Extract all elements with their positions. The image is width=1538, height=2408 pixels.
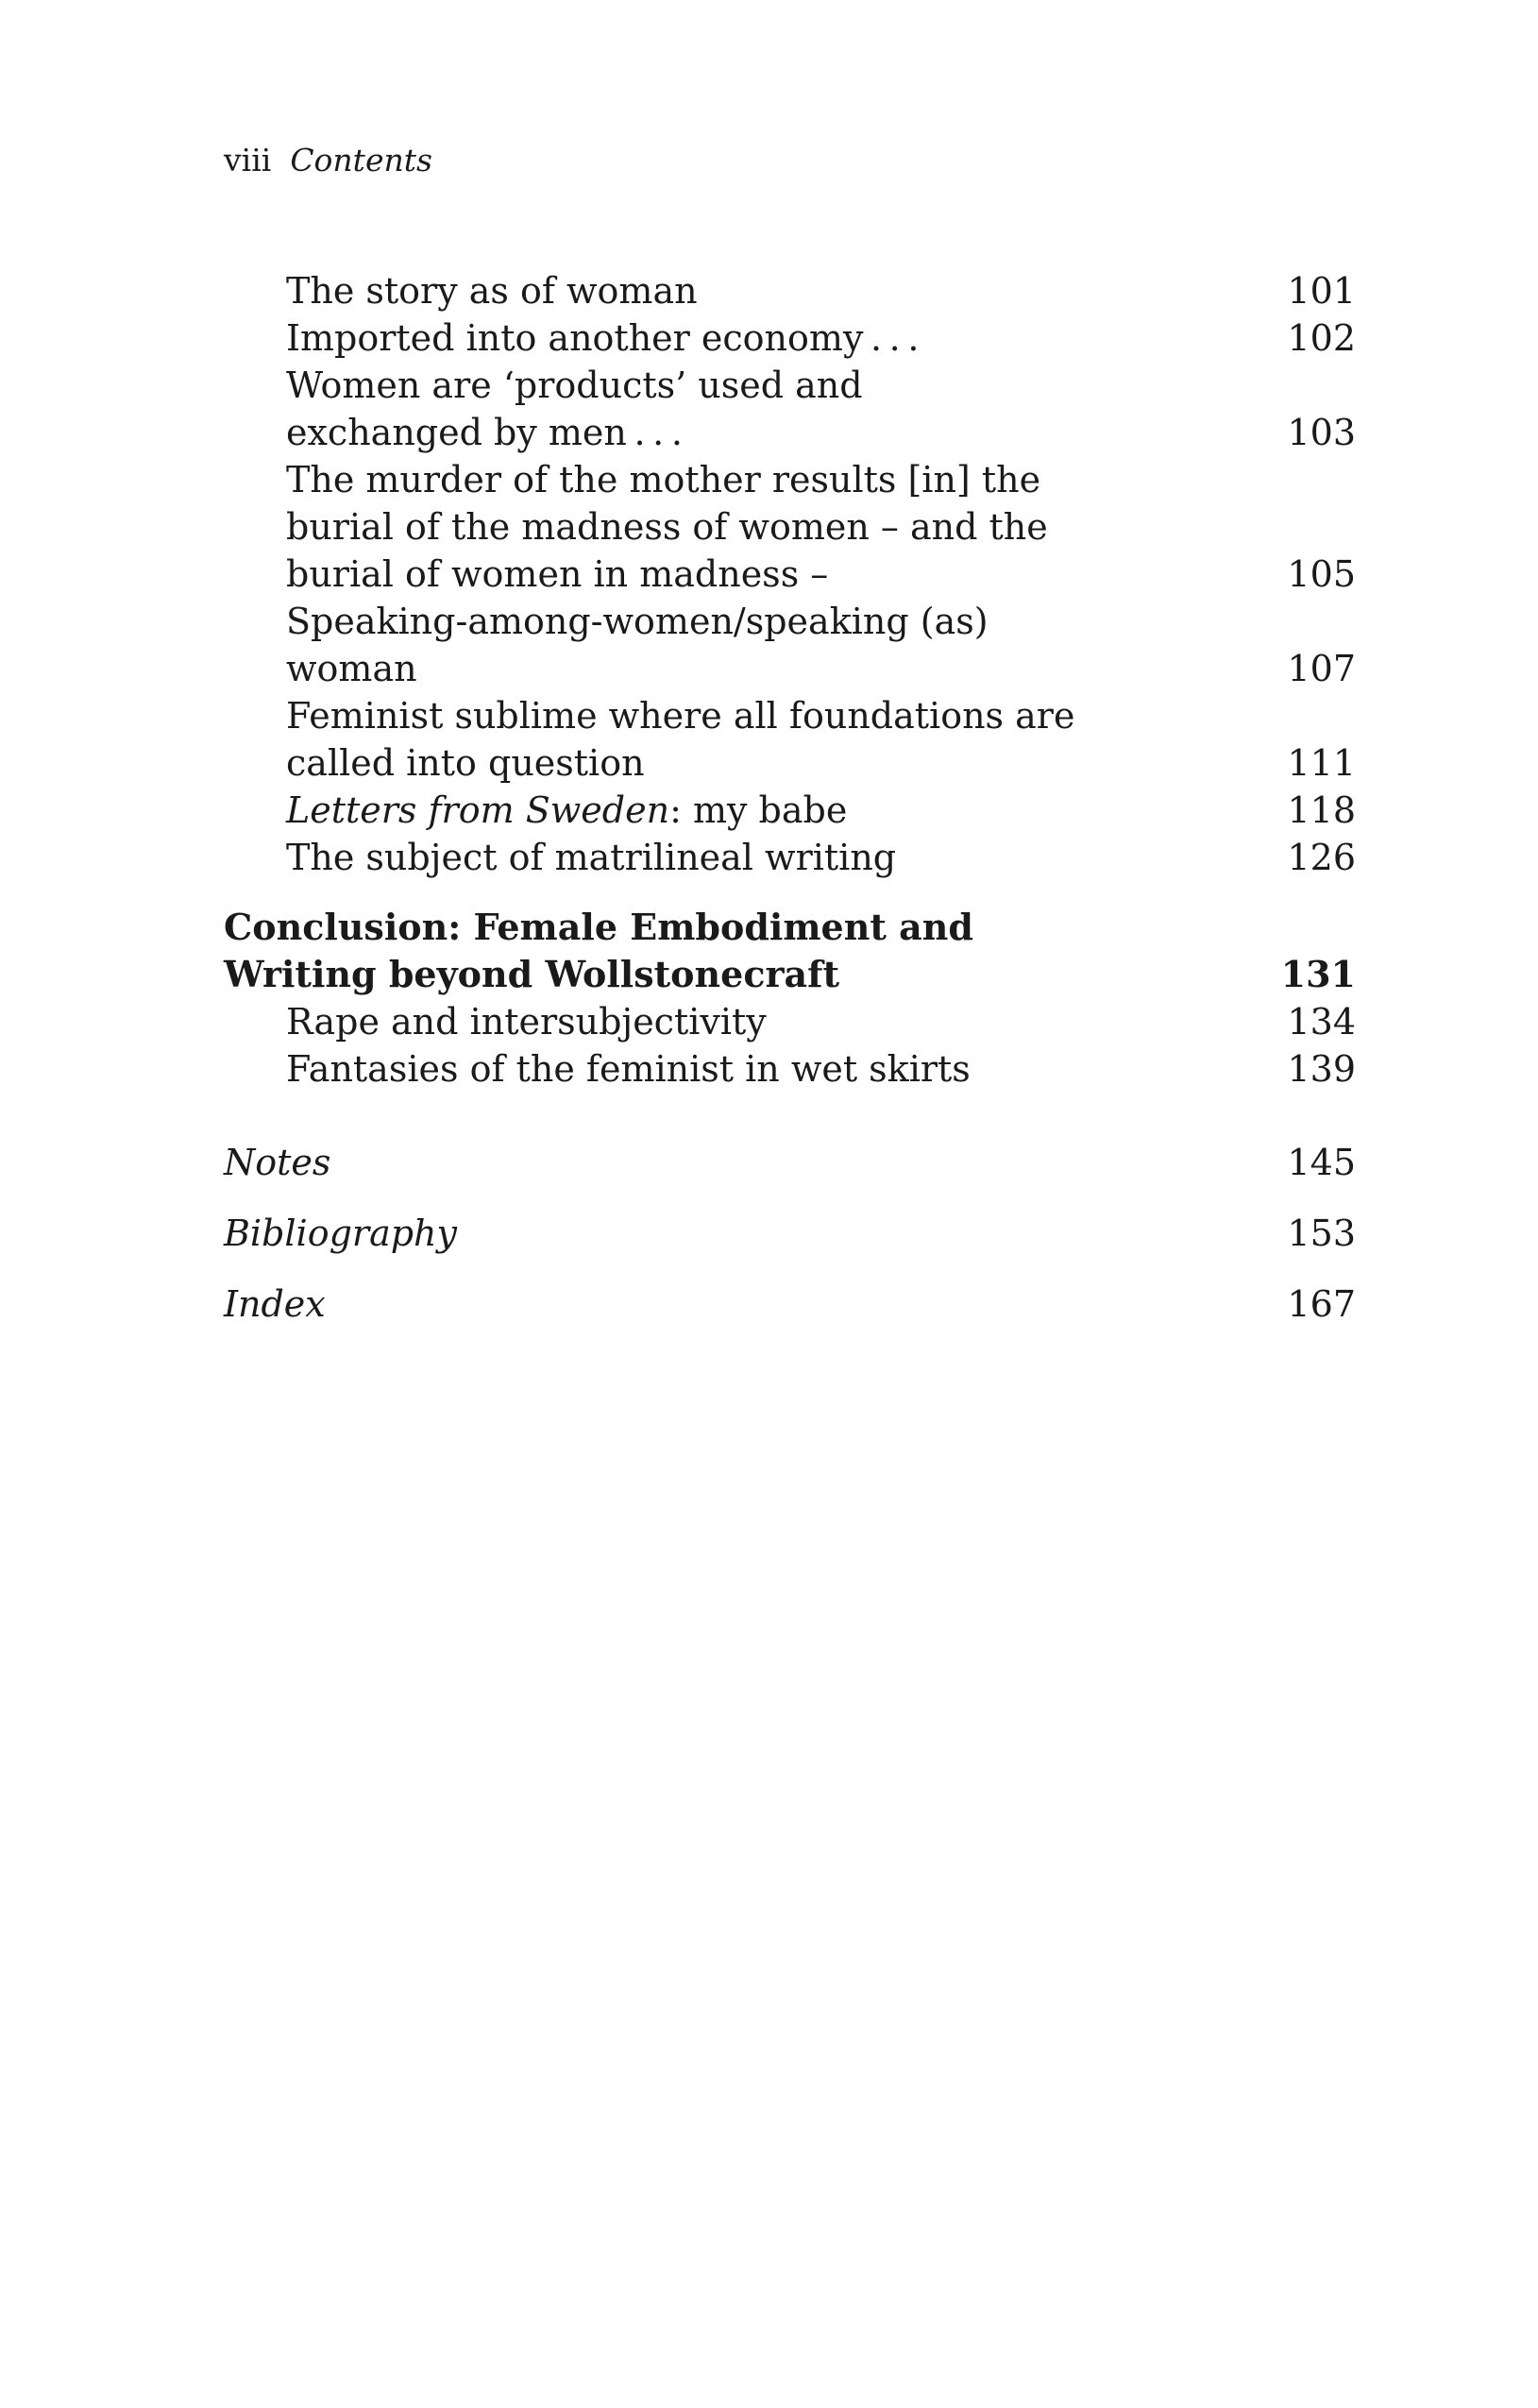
toc-backmatter-notes[interactable] [224, 1139, 1356, 1186]
toc-backmatter-title: Notes [224, 1142, 331, 1183]
toc-entry-title: The murder of the mother results [in] the burial of the madness of women – and the burial of women in madness – [286, 459, 1048, 595]
toc-entry[interactable] [224, 362, 1356, 456]
toc-entry-page: 107 [1287, 648, 1356, 689]
toc-entry[interactable] [224, 598, 1356, 692]
toc-entry-page: 126 [1287, 837, 1356, 878]
toc-entry[interactable] [224, 787, 1356, 834]
running-head [224, 140, 432, 181]
toc-chapter-page: 131 [1280, 953, 1356, 995]
toc-entry[interactable] [224, 692, 1356, 787]
toc-entry-page: 134 [1287, 1001, 1356, 1043]
toc-entry-title: The subject of matrilineal writing [286, 837, 897, 878]
toc-entry-title [286, 787, 1126, 834]
running-head-title: Contents [290, 142, 432, 178]
toc-entry[interactable] [224, 998, 1356, 1045]
toc-entry[interactable] [224, 456, 1356, 598]
toc-backmatter-title: Index [224, 1283, 326, 1325]
toc-entry-page: 139 [1287, 1048, 1356, 1090]
toc-entry-page: 111 [1287, 742, 1356, 784]
toc-entry-title: Women are ‘products’ used and exchanged by men . . . [286, 365, 863, 453]
toc-entry-page: 105 [1287, 553, 1356, 595]
toc-entry-title-italic: Letters from Sweden [286, 789, 670, 831]
toc-backmatter-index[interactable] [224, 1280, 1356, 1328]
toc-entry-title-rest: : my babe [669, 789, 848, 831]
toc-backmatter-page: 153 [1287, 1212, 1356, 1254]
table-of-contents [224, 267, 1356, 1328]
toc-entry-title: The story as of woman [286, 270, 698, 312]
toc-entry-title: Imported into another economy . . . [286, 317, 920, 359]
toc-entry[interactable] [224, 314, 1356, 362]
toc-entry-title: Fantasies of the feminist in wet skirts [286, 1048, 971, 1090]
toc-entry-page: 101 [1287, 270, 1356, 312]
toc-entry-title: Feminist sublime where all foundations are called into question [286, 695, 1075, 784]
toc-backmatter-title: Bibliography [224, 1212, 457, 1254]
toc-entry[interactable] [224, 834, 1356, 881]
toc-entry-title: Rape and intersubjectivity [286, 1001, 767, 1043]
page-folio: viii [224, 142, 272, 178]
toc-backmatter-page: 145 [1287, 1142, 1356, 1183]
toc-backmatter-bibliography[interactable] [224, 1210, 1356, 1257]
toc-entry-page: 103 [1287, 412, 1356, 453]
toc-entry-page: 102 [1287, 317, 1356, 359]
toc-backmatter-page: 167 [1287, 1283, 1356, 1325]
toc-entry[interactable] [224, 1045, 1356, 1093]
toc-chapter-title: Conclusion: Female Embodiment and Writing beyond Wollstonecraft [224, 906, 973, 995]
toc-entry-title: Speaking-among-women/speaking (as) woman [286, 601, 989, 689]
toc-chapter-entry[interactable] [224, 904, 1356, 998]
toc-entry-page: 118 [1287, 789, 1356, 831]
toc-entry[interactable] [224, 267, 1356, 314]
